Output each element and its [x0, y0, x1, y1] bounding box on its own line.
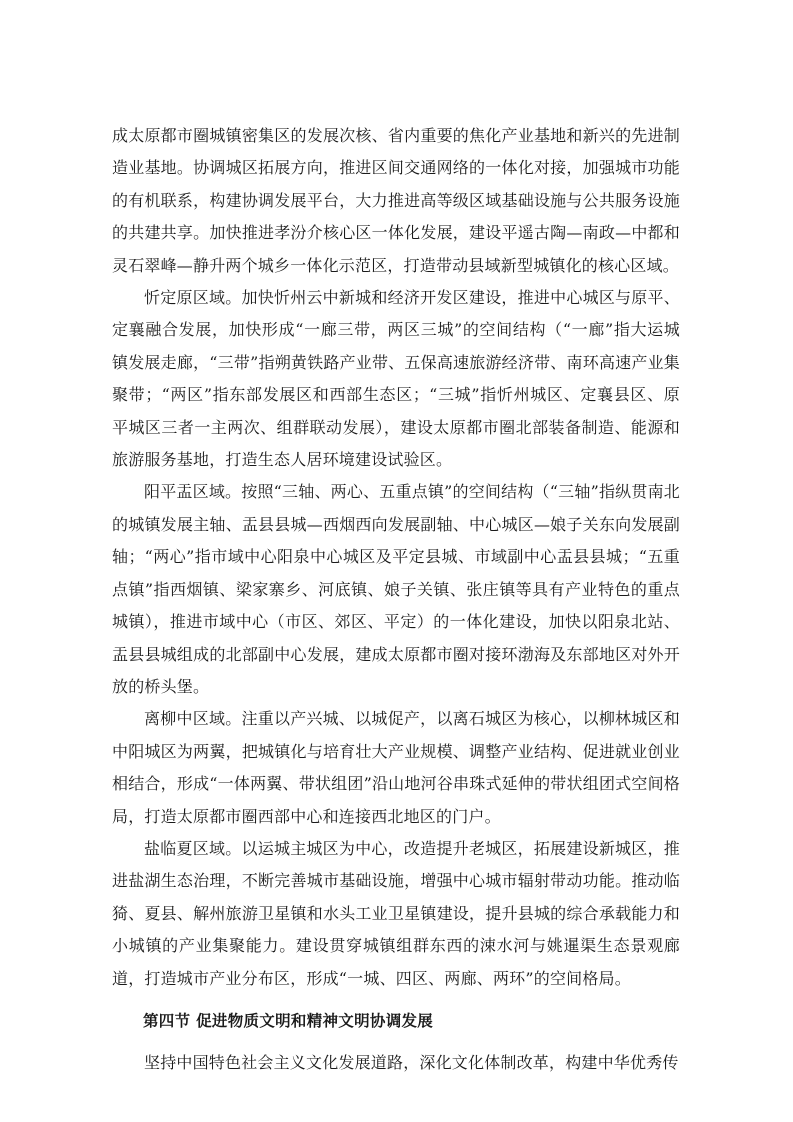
paragraph-yangpingyu: 阳平盂区域。按照“三轴、两心、五重点镇”的空间结构（“三轴”指纵贯南北的城镇发展主轴、盂县县城—西烟西向发展副轴、中心城区—娘子关东向发展副轴；“两心”指市域中心阳泉中心城区及平定县城、市域副中心盂县县城；“五重点镇”指西烟镇、梁家寨乡、河底镇、娘子关镇、张庄镇等具有产业特色的重点城镇），推进市域中心（市区、郊区、平定）的一体化建设，加快以阳泉北站、盂县县城组成的北部副中心发展，建成太原都市圈对接环渤海及东部地区对外开放的桥头堡。 — [112, 482, 680, 696]
section-first-line: 坚持中国特色社会主义文化发展道路，深化文化体制改革，构建中华优秀传 — [144, 1053, 679, 1073]
paragraph-xindingyuan: 忻定原区域。加快忻州云中新城和经济开发区建设，推进中心城区与原平、定襄融合发展，加快形成“一廊三带，两区三城”的空间结构（“一廊”指大运城镇发展走廊，“三带”指朔黄铁路产业带、五保高速旅游经济带、南环高速产业集聚带；“两区”指东部发展区和西部生态区；“三城”指忻州城区、定襄县区、原平城区三者一主两次、组群联动发展），建设太原都市圈北部装备制造、能源和旅游服务基地，打造生态人居环境建设试验区。 — [112, 288, 680, 470]
paragraph-liliuzhong: 离柳中区域。注重以产兴城、以城促产，以离石城区为核心，以柳林城区和中阳城区为两翼，把城镇化与培育壮大产业规模、调整产业结构、促进就业创业相结合，形成“一体两翼、带状组团”沿山地河谷串珠式延伸的带状组团式空间格局，打造太原都市圈西部中心和连接西北地区的门户。 — [112, 709, 680, 826]
document-body — [112, 120, 680, 1080]
section-heading: 第四节 促进物质文明和精神文明协调发展 — [143, 1011, 434, 1030]
paragraph-continuation: 成太原都市圈城镇密集区的发展次核、省内重要的焦化产业基地和新兴的先进制造业基地。协调城区拓展方向，推进区间交通网络的一体化对接，加强城市功能的有机联系，构建协调发展平台，大力推进高等级区域基础设施与公共服务设施的共建共享。加快推进孝汾介核心区一体化发展，建设平遥古陶—南政—中都和灵石翠峰—静升两个城乡一体化示范区，打造带动县域新型城镇化的核心区域。 — [112, 126, 680, 275]
paragraph-yanlinxia: 盐临夏区域。以运城主城区为中心，改造提升老城区，拓展建设新城区，推进盐湖生态治理，不断完善城市基础设施，增强中心城市辐射带动功能。推动临猗、夏县、解州旅游卫星镇和水头工业卫星镇建设，提升县城的综合承载能力和小城镇的产业集聚能力。建设贯穿城镇组群东西的涑水河与姚暹渠生态景观廊道，打造城市产业分布区，形成“一城、四区、两廊、两环”的空间格局。 — [112, 838, 680, 988]
